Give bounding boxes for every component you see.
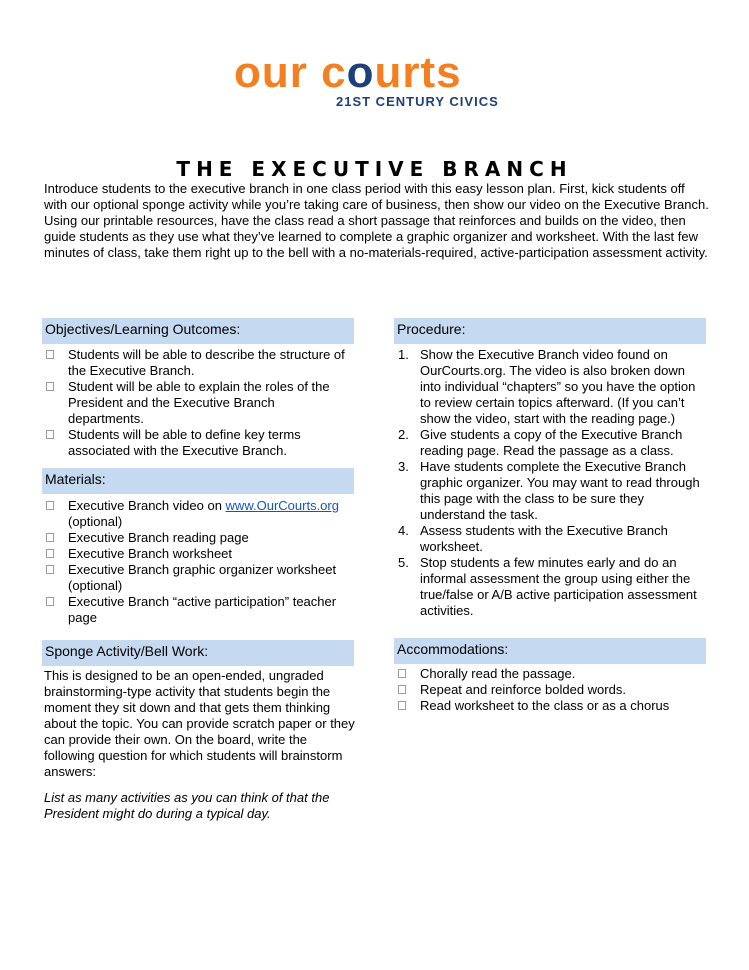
materials-list: [44, 498, 356, 626]
logo-wordmark: our courts: [234, 48, 462, 97]
bullet-box-icon: [46, 382, 54, 391]
procedure-header: Procedure:: [394, 318, 706, 344]
logo-subtitle: 21ST CENTURY CIVICS: [336, 94, 499, 109]
list-item: Read worksheet to the class or as a chorus: [396, 698, 708, 714]
ourcourts-link[interactable]: www.OurCourts.org: [225, 498, 339, 513]
objectives-list: [44, 347, 346, 459]
list-item: 2. Give students a copy of the Executive Branch reading page. Read the passage as a class.: [398, 427, 683, 458]
list-item: Students will be able to define key terms associated with the Executive Branch.: [44, 427, 346, 459]
materials-header: Materials:: [42, 468, 354, 494]
bullet-box-icon: [398, 701, 406, 710]
objectives-header: Objectives/Learning Outcomes:: [42, 318, 354, 344]
procedure-list: [396, 347, 702, 619]
bullet-box-icon: [46, 533, 54, 542]
list-item: 4. Assess students with the Executive Branch worksheet.: [398, 523, 668, 554]
list-item: Students will be able to describe the structure of the Executive Branch.: [44, 347, 346, 379]
list-item: Executive Branch “active participation” teacher page: [44, 594, 356, 626]
list-item: Chorally read the passage.: [396, 666, 708, 682]
list-item: Executive Branch video on www.OurCourts.org (optional): [44, 498, 356, 530]
bullet-box-icon: [46, 430, 54, 439]
list-item: Executive Branch reading page: [44, 530, 356, 546]
list-item: 1. Show the Executive Branch video found on OurCourts.org. The video is also broken down into individual “chapters” so you have the option to review certain topics afterward. (If you can’t show the video, start with the reading page.): [398, 347, 696, 426]
bullet-box-icon: [46, 350, 54, 359]
list-item: Executive Branch graphic organizer worksheet (optional): [44, 562, 356, 594]
bullet-box-icon: [398, 669, 406, 678]
list-item: 5. Stop students a few minutes early and do an informal assessment the group using either the true/false or A/B active participation assessment activities.: [398, 555, 697, 618]
list-item: 3. Have students complete the Executive Branch graphic organizer. You may want to read through this page with the class to be sure they understand the task.: [398, 459, 700, 522]
list-item: Executive Branch worksheet: [44, 546, 356, 562]
bullet-box-icon: [46, 597, 54, 606]
sponge-text: This is designed to be an open-ended, ungraded brainstorming-type activity that students begin the moment they sit down and that gets them thinking about the topic. You can provide scratch paper or they can provide their own. On the board, write the following question for which students will brainstorm answers:: [44, 668, 355, 779]
page-title: THE EXECUTIVE BRANCH: [176, 157, 573, 181]
bullet-box-icon: [46, 549, 54, 558]
list-item: Repeat and reinforce bolded words.: [396, 682, 708, 698]
our-courts-logo: [232, 50, 522, 114]
intro-paragraph: Introduce students to the executive branch in one class period with this easy lesson plan. First, kick students off with our optional sponge activity while you’re taking care of business, then show our video on the Executive Branch. Using our printable resources, have the class read a short passage that reinforces and builds on the video, then guide students as they use what they’ve learned to complete a graphic organizer and worksheet. With the last few minutes of class, take them right up to the bell with a no-materials-required, active-participation assessment activity.: [44, 181, 709, 260]
accommodations-list: [396, 666, 708, 714]
bullet-box-icon: [46, 501, 54, 510]
sponge-question: List as many activities as you can think of that the President might do during a typical day.: [44, 790, 330, 821]
sponge-header: Sponge Activity/Bell Work:: [42, 640, 354, 666]
accommodations-header: Accommodations:: [394, 638, 706, 664]
bullet-box-icon: [46, 565, 54, 574]
list-item: Student will be able to explain the roles of the President and the Executive Branch departments.: [44, 379, 346, 427]
bullet-box-icon: [398, 685, 406, 694]
